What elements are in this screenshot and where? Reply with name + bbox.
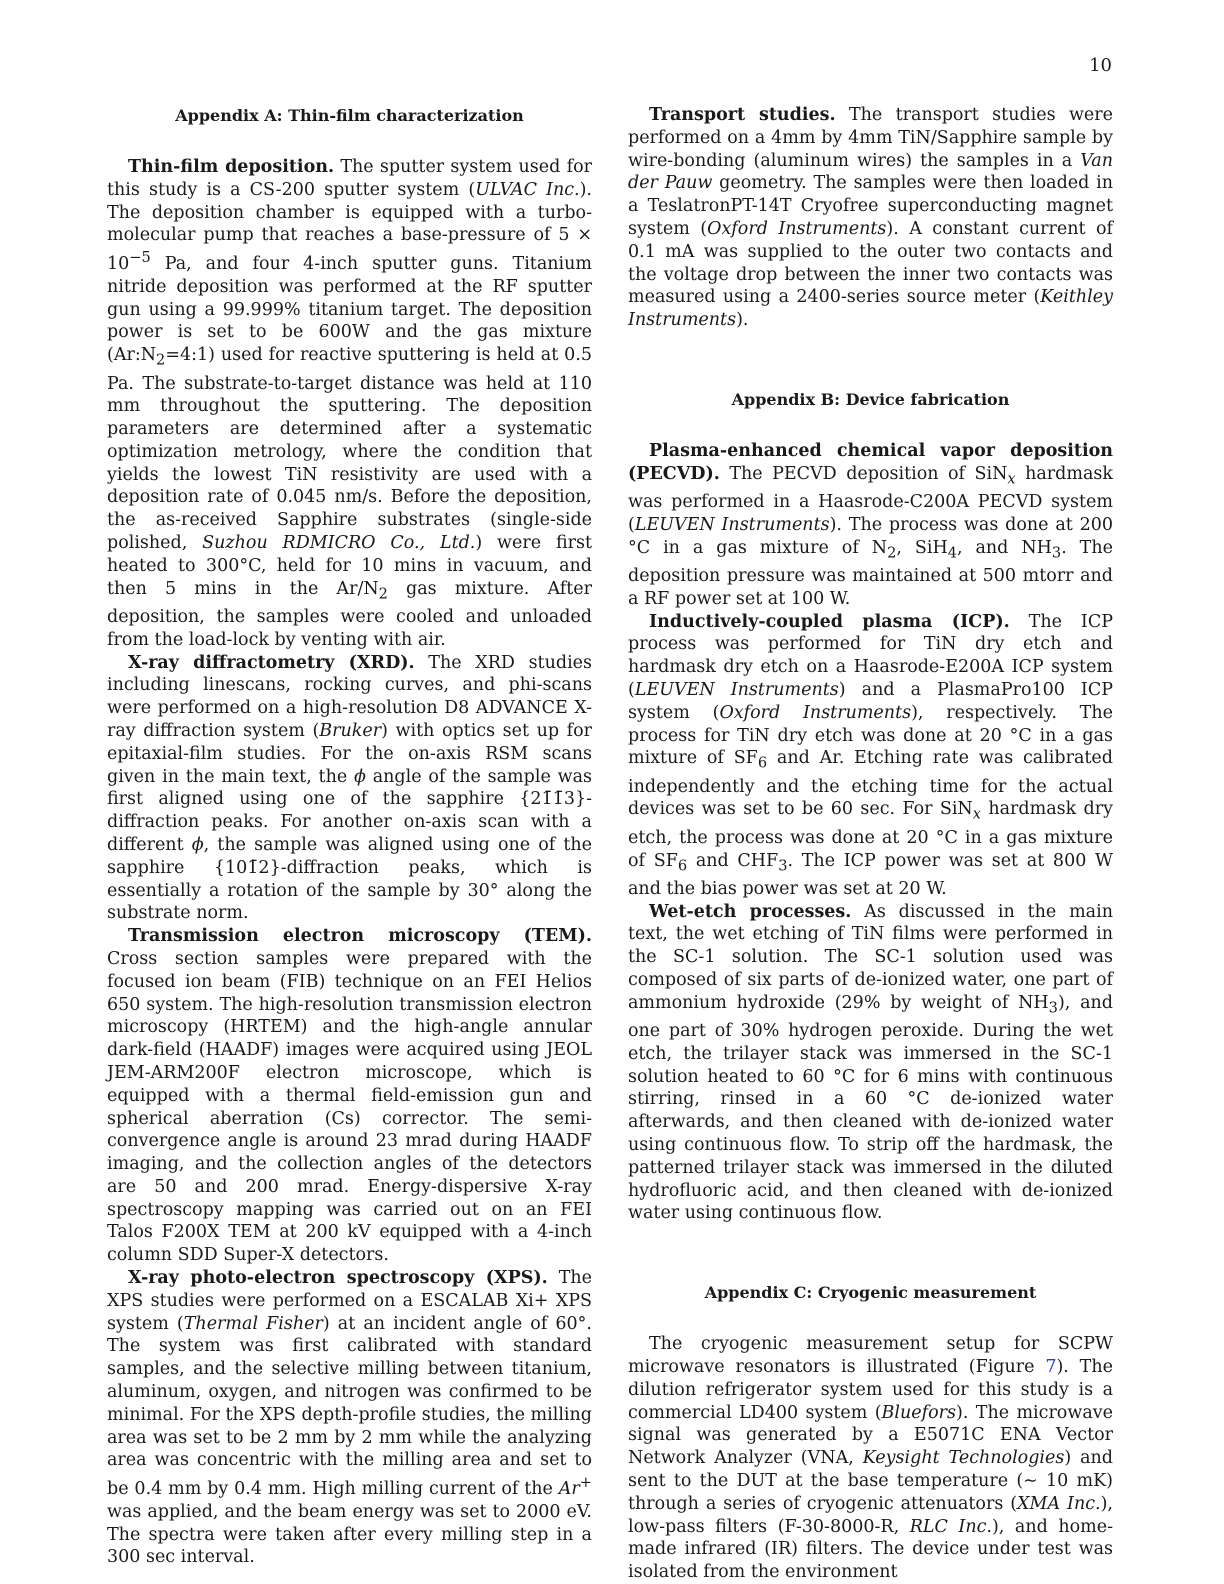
appendix-a-heading: Appendix A: Thin-film characterization <box>175 106 524 125</box>
paragraph-lead: X-ray diffractometry (XRD). <box>128 652 415 673</box>
cryogenic-paragraph: The cryogenic measurement setup for SCPW microwave resonators is illustrated (Figure 7). The dilution refrigerator system used for this study is a commercial LD400 system (Bluefors). The microwave signal was generated by a E5071C ENA Vector Network Analyzer (VNA, Keysight Technologies) and sent to the DUT at the base temperature (∼ 10 mK) through a series of cryogenic attenuators (XMA Inc.), low-pass filters (F-30-8000-R, RLC Inc.), and home-made infrared (IR) filters. The device under test was isolated from the environment <box>628 1334 1114 1583</box>
appendix-c-heading: Appendix C: Cryogenic measurement <box>704 1283 1037 1303</box>
paragraph-lead: Plasma-enhanced chemical vapor deposition (PECVD). <box>628 440 1113 484</box>
xrd-paragraph: X-ray diffractometry (XRD). The XRD studies including linescans, rocking curves, and phi-scans were performed on a high-resolution D8 ADVANCE X-ray diffraction system (Bruker) with optics set up for epitaxial-film studies. For the on-axis RSM scans given in the main text, the ϕ angle of the sample was first aligned using one of the sapphire {21̄1̄3}-diffraction peaks. For another on-axis scan with a different ϕ, the sample was aligned using one of the sapphire {101̄2}-diffraction peaks, which is essentially a rotation of the sample by 30° along the substrate norm. <box>107 652 592 924</box>
right-column <box>628 104 1113 1584</box>
appendix-b-heading: Appendix B: Device fabrication <box>731 389 1010 409</box>
paragraph-lead: Wet-etch processes. <box>649 901 852 922</box>
figure-7-link[interactable]: 7 <box>1045 1357 1057 1378</box>
paragraph-lead: Thin-film deposition. <box>128 157 335 177</box>
paragraph-lead: Inductively-coupled plasma (ICP). <box>649 611 1010 632</box>
page-number: 10 <box>1089 55 1112 76</box>
pecvd-paragraph: Plasma-enhanced chemical vapor deposition (PECVD). The PECVD deposition of SiN$_x$ hardmask was performed in a Haasrode-C200A PECVD system (LEUVEN Instruments). The process was done at 200 °C in a gas mixture of $N_2$, SiH$_4$, and $NH_3$. The deposition pressure was maintained at 500 mtorr and a RF power set at 100 W. <box>628 440 1113 609</box>
paragraph-lead: Transmission electron microscopy (TEM). <box>128 926 592 947</box>
paragraph-lead: Transport studies. <box>649 105 836 125</box>
left-column <box>107 104 592 1569</box>
paragraph-lead: X-ray photo-electron spectroscopy (XPS). <box>128 1268 548 1289</box>
icp-paragraph: Inductively-coupled plasma (ICP). The ICP process was performed for TiN dry etch and hardmask dry etch on a Haasrode-E200A ICP system (LEUVEN Instruments) and a PlasmaPro100 ICP system (Oxford Instruments), respectively. The process for TiN dry etch was done at 20 °C in a gas mixture of $SF_6$ and Ar. Etching rate was calibrated independently and the etching time for the actual devices was set to be 60 sec. For SiN$_x$ hardmask dry etch, the process was done at 20 °C in a gas mixture of $SF_6$ and $CHF_3$. The ICP power was set at 800 W and the bias power was set at 20 W. <box>628 611 1114 899</box>
thin-film-deposition-paragraph: Thin-film deposition. The sputter system used for this study is a CS-200 sputter system (ULVAC Inc.). The deposition chamber is equipped with a turbo-molecular pump that reaches a base-pressure of $5 \times 10^{-5}$ Pa, and four 4-inch sputter guns. Titanium nitride deposition was performed at the RF sputter gun using a 99.999% titanium target. The deposition power is set to be 600W and the gas mixture $(Ar:N_2=4:1)$ used for reactive sputtering is held at 0.5 Pa. The substrate-to-target distance was held at 110 mm throughout the sputtering. The deposition parameters are determined after a systematic optimization metrology, where the condition that yields the lowest TiN resistivity are used with a deposition rate of 0.045 nm/s. Before the deposition, the as-received Sapphire substrates (single-side polished, Suzhou RDMICRO Co., Ltd.) were first heated to 300°C, held for 10 mins in vacuum, and then 5 mins in the $Ar/N_2$ gas mixture. After deposition, the samples were cooled and unloaded from the load-lock by venting with air. <box>107 157 593 650</box>
wet-etch-paragraph: Wet-etch processes. As discussed in the main text, the wet etching of TiN films were performed in the SC-1 solution. The SC-1 solution used was composed of six parts of de-ionized water, one part of ammonium hydroxide (29% by weight of $NH_3$), and one part of 30% hydrogen peroxide. During the wet etch, the trilayer stack was immersed in the SC-1 solution heated to 60 °C for 6 mins with continuous stirring, rinsed in a 60 °C de-ionized water afterwards, and then cleaned with de-ionized water using continuous flow. To strip off the hardmask, the patterned trilayer stack was immersed in the diluted hydrofluoric acid, and then cleaned with de-ionized water using continuous flow. <box>628 901 1114 1224</box>
transport-studies-paragraph: Transport studies. The transport studies were performed on a 4mm by 4mm TiN/Sapphire sample by wire-bonding (aluminum wires) the samples in a Van der Pauw geometry. The samples were then loaded in a TeslatronPT-14T Cryofree superconducting magnet system (Oxford Instruments). A constant current of 0.1 mA was supplied to the outer two contacts and the voltage drop between the inner two contacts was measured using a 2400-series source meter (Keithley Instruments). <box>628 105 1114 331</box>
xps-paragraph: X-ray photo-electron spectroscopy (XPS). The XPS studies were performed on a ESCALAB Xi+ XPS system (Thermal Fisher) at an incident angle of 60°. The system was first calibrated with standard samples, and the selective milling between titanium, aluminum, oxygen, and nitrogen was confirmed to be minimal. For the XPS depth-profile studies, the milling area was set to be 2 mm by 2 mm while the analyzing area was concentric with the milling area and set to be 0.4 mm by 0.4 mm. High milling current of the Ar+ was applied, and the beam energy was set to 2000 eV. The spectra were taken after every milling step in a 300 sec interval. <box>107 1268 592 1568</box>
tem-paragraph: Transmission electron microscopy (TEM). Cross section samples were prepared with the focused ion beam (FIB) technique on an FEI Helios 650 system. The high-resolution transmission electron microscopy (HRTEM) and the high-angle annular dark-field (HAADF) images were acquired using JEOL JEM-ARM200F electron microscope, which is equipped with a thermal field-emission gun and spherical aberration (Cs) corrector. The semi-convergence angle is around 23 mrad during HAADF imaging, and the collection angles of the detectors are 50 and 200 mrad. Energy-dispersive X-ray spectroscopy mapping was carried out on an FEI Talos F200X TEM at 200 kV equipped with a 4-inch column SDD Super-X detectors. <box>107 926 592 1266</box>
